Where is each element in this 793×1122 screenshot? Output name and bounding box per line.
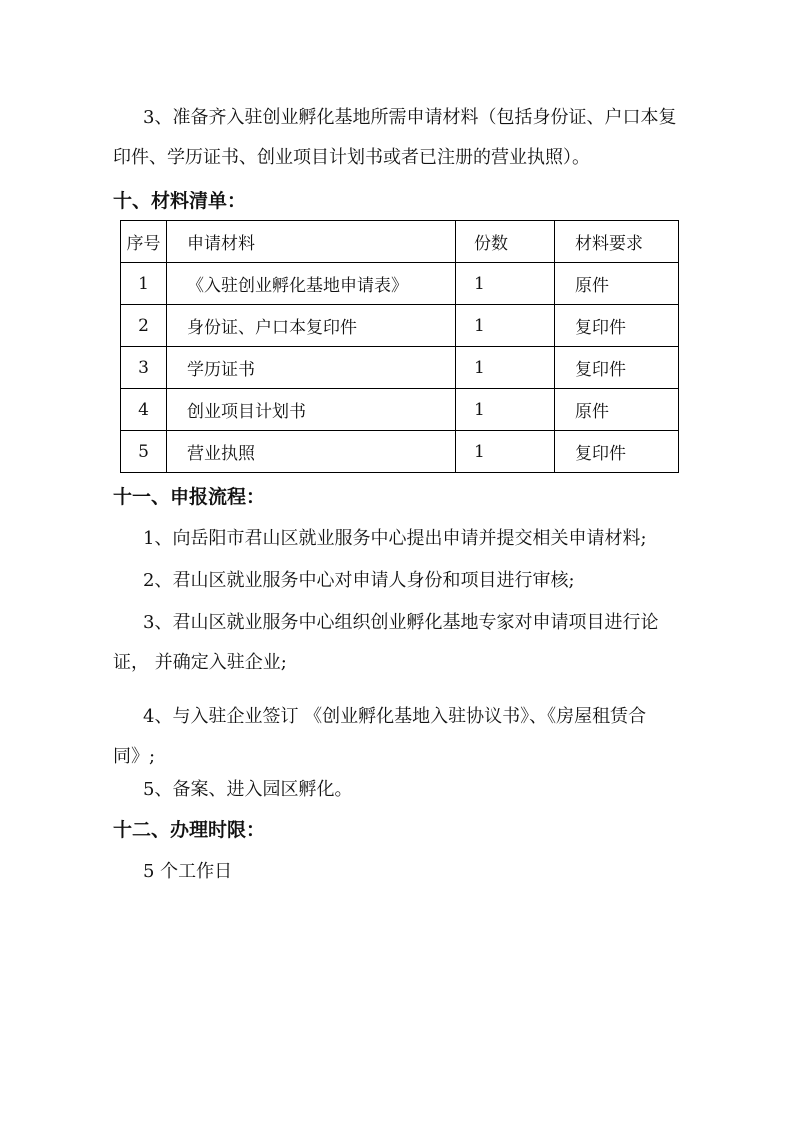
- cell-qty: 1: [456, 305, 555, 347]
- table-row: [121, 305, 679, 347]
- cell-no: 1: [121, 263, 167, 305]
- section-12-title: 十二、办理时限：: [113, 819, 266, 841]
- cell-req: 复印件: [555, 347, 679, 389]
- section-10-title: 十、材料清单：: [113, 190, 247, 212]
- process-step-2: 2、君山区就业服务中心对申请人身份和项目进行审核;: [143, 570, 575, 591]
- process-step-5: 5、备案、进入园区孵化。: [143, 779, 353, 800]
- cell-no: 5: [121, 431, 167, 473]
- cell-name: 身份证、户口本复印件: [167, 305, 456, 347]
- table-row: [121, 389, 679, 431]
- table-row: [121, 431, 679, 473]
- cell-name: 创业项目计划书: [167, 389, 456, 431]
- processing-time-value: 5 个工作日: [143, 861, 233, 882]
- cell-req: 原件: [555, 263, 679, 305]
- cell-no: 2: [121, 305, 167, 347]
- cell-qty: 1: [456, 347, 555, 389]
- materials-table: [120, 220, 679, 473]
- cell-req: 复印件: [555, 305, 679, 347]
- table-header-row: [121, 221, 679, 263]
- table-row: [121, 347, 679, 389]
- cell-qty: 1: [456, 431, 555, 473]
- cell-req: 原件: [555, 389, 679, 431]
- process-step-1: 1、向岳阳市君山区就业服务中心提出申请并提交相关申请材料;: [143, 528, 647, 549]
- cell-no: 3: [121, 347, 167, 389]
- cell-name: 营业执照: [167, 431, 456, 473]
- header-no: 序号: [121, 221, 167, 263]
- cell-qty: 1: [456, 263, 555, 305]
- cell-no: 4: [121, 389, 167, 431]
- header-name: 申请材料: [167, 221, 456, 263]
- cell-qty: 1: [456, 389, 555, 431]
- cell-req: 复印件: [555, 431, 679, 473]
- process-step-3: 3、君山区就业服务中心组织创业孵化基地专家对申请项目进行论证， 并确定入驻企业;: [113, 612, 659, 673]
- table-row: [121, 263, 679, 305]
- header-req: 材料要求: [555, 221, 679, 263]
- section-11-title: 十一、申报流程：: [113, 486, 266, 508]
- cell-name: 学历证书: [167, 347, 456, 389]
- intro-item-3: 3、准备齐入驻创业孵化基地所需申请材料（包括身份证、户口本复印件、学历证书、创业项目计划书或者已注册的营业执照）。: [113, 107, 677, 168]
- cell-name: 《入驻创业孵化基地申请表》: [167, 263, 456, 305]
- header-qty: 份数: [456, 221, 555, 263]
- process-step-4: 4、与入驻企业签订 《创业孵化基地入驻协议书》、《房屋租赁合同》;: [113, 706, 647, 767]
